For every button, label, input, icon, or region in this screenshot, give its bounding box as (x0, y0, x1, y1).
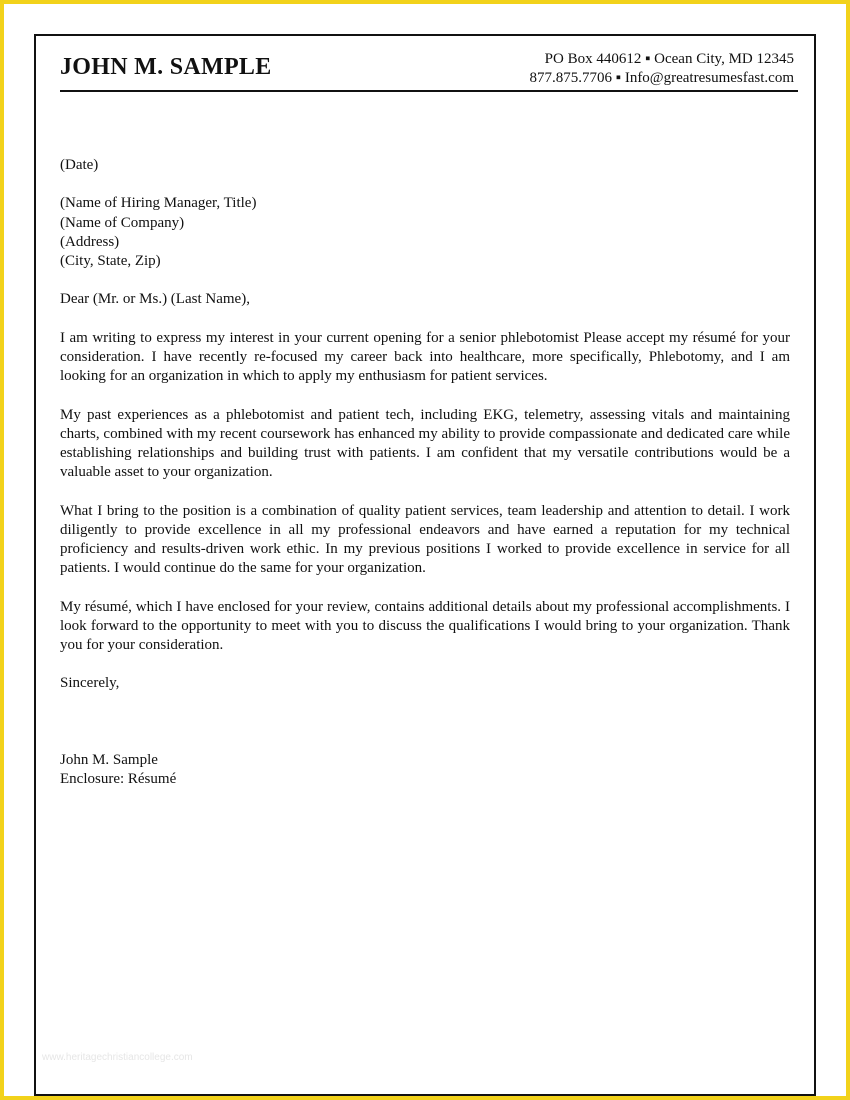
recipient-address: (Address) (60, 233, 120, 250)
signature-name: John M. Sample (60, 752, 158, 769)
enclosure-note: Enclosure: Résumé (60, 771, 177, 788)
paragraph-strengths: What I bring to the position is a combination of quality patient services, team leadership and attention to detail. I work diligently to provide excellence in all my professional endeavors and have earned a reputation for my technical proficiency and results-driven work ethic. In my previous positions I worked to provide excellence in service for all patients. I would continue do the same for your organization. (60, 502, 790, 577)
document-page (4, 4, 846, 1096)
letter-date: (Date) (60, 157, 99, 173)
recipient-block (60, 194, 790, 271)
recipient-company: (Name of Company) (60, 214, 185, 231)
recipient-name-title: (Name of Hiring Manager, Title) (60, 195, 257, 212)
contact-phone-email: 877.875.7706 ▪ Info@greatresumesfast.com (529, 70, 794, 86)
sender-name: JOHN M. SAMPLE (60, 54, 272, 80)
paragraph-intro: I am writing to express my interest in your current opening for a senior phlebotomist Please accept my résumé for your consideration. I have recently re-focused my career back into healthcare, more specifically, Phlebotomy, and I am looking for an organization in which to apply my enthusiasm for patient services. (60, 329, 790, 385)
letter-body (60, 156, 790, 790)
contact-address: PO Box 440612 ▪ Ocean City, MD 12345 (544, 51, 794, 67)
paragraph-closing: My résumé, which I have enclosed for your review, contains additional details about my professional accomplishments. I look forward to the opportunity to meet with you to discuss the qualifications I would bring to your organization. Thank you for your consideration. (60, 598, 790, 653)
closing-phrase: Sincerely, (60, 675, 120, 692)
watermark-text: www.heritagechristiancollege.com (42, 1052, 193, 1063)
signature-space (60, 694, 790, 752)
salutation: Dear (Mr. or Ms.) (Last Name), (60, 291, 250, 308)
letterhead (60, 48, 798, 92)
sender-contact (530, 50, 795, 88)
recipient-city-state-zip: (City, State, Zip) (60, 253, 161, 269)
paragraph-experience: My past experiences as a phlebotomist and patient tech, including EKG, telemetry, assessing vitals and maintaining charts, combined with my recent coursework has enhanced my ability to provide compassionate and dedicated care while establishing relationships and building trust with patients. I am confident that my versatile contributions would be a valuable asset to your organization. (60, 406, 790, 481)
